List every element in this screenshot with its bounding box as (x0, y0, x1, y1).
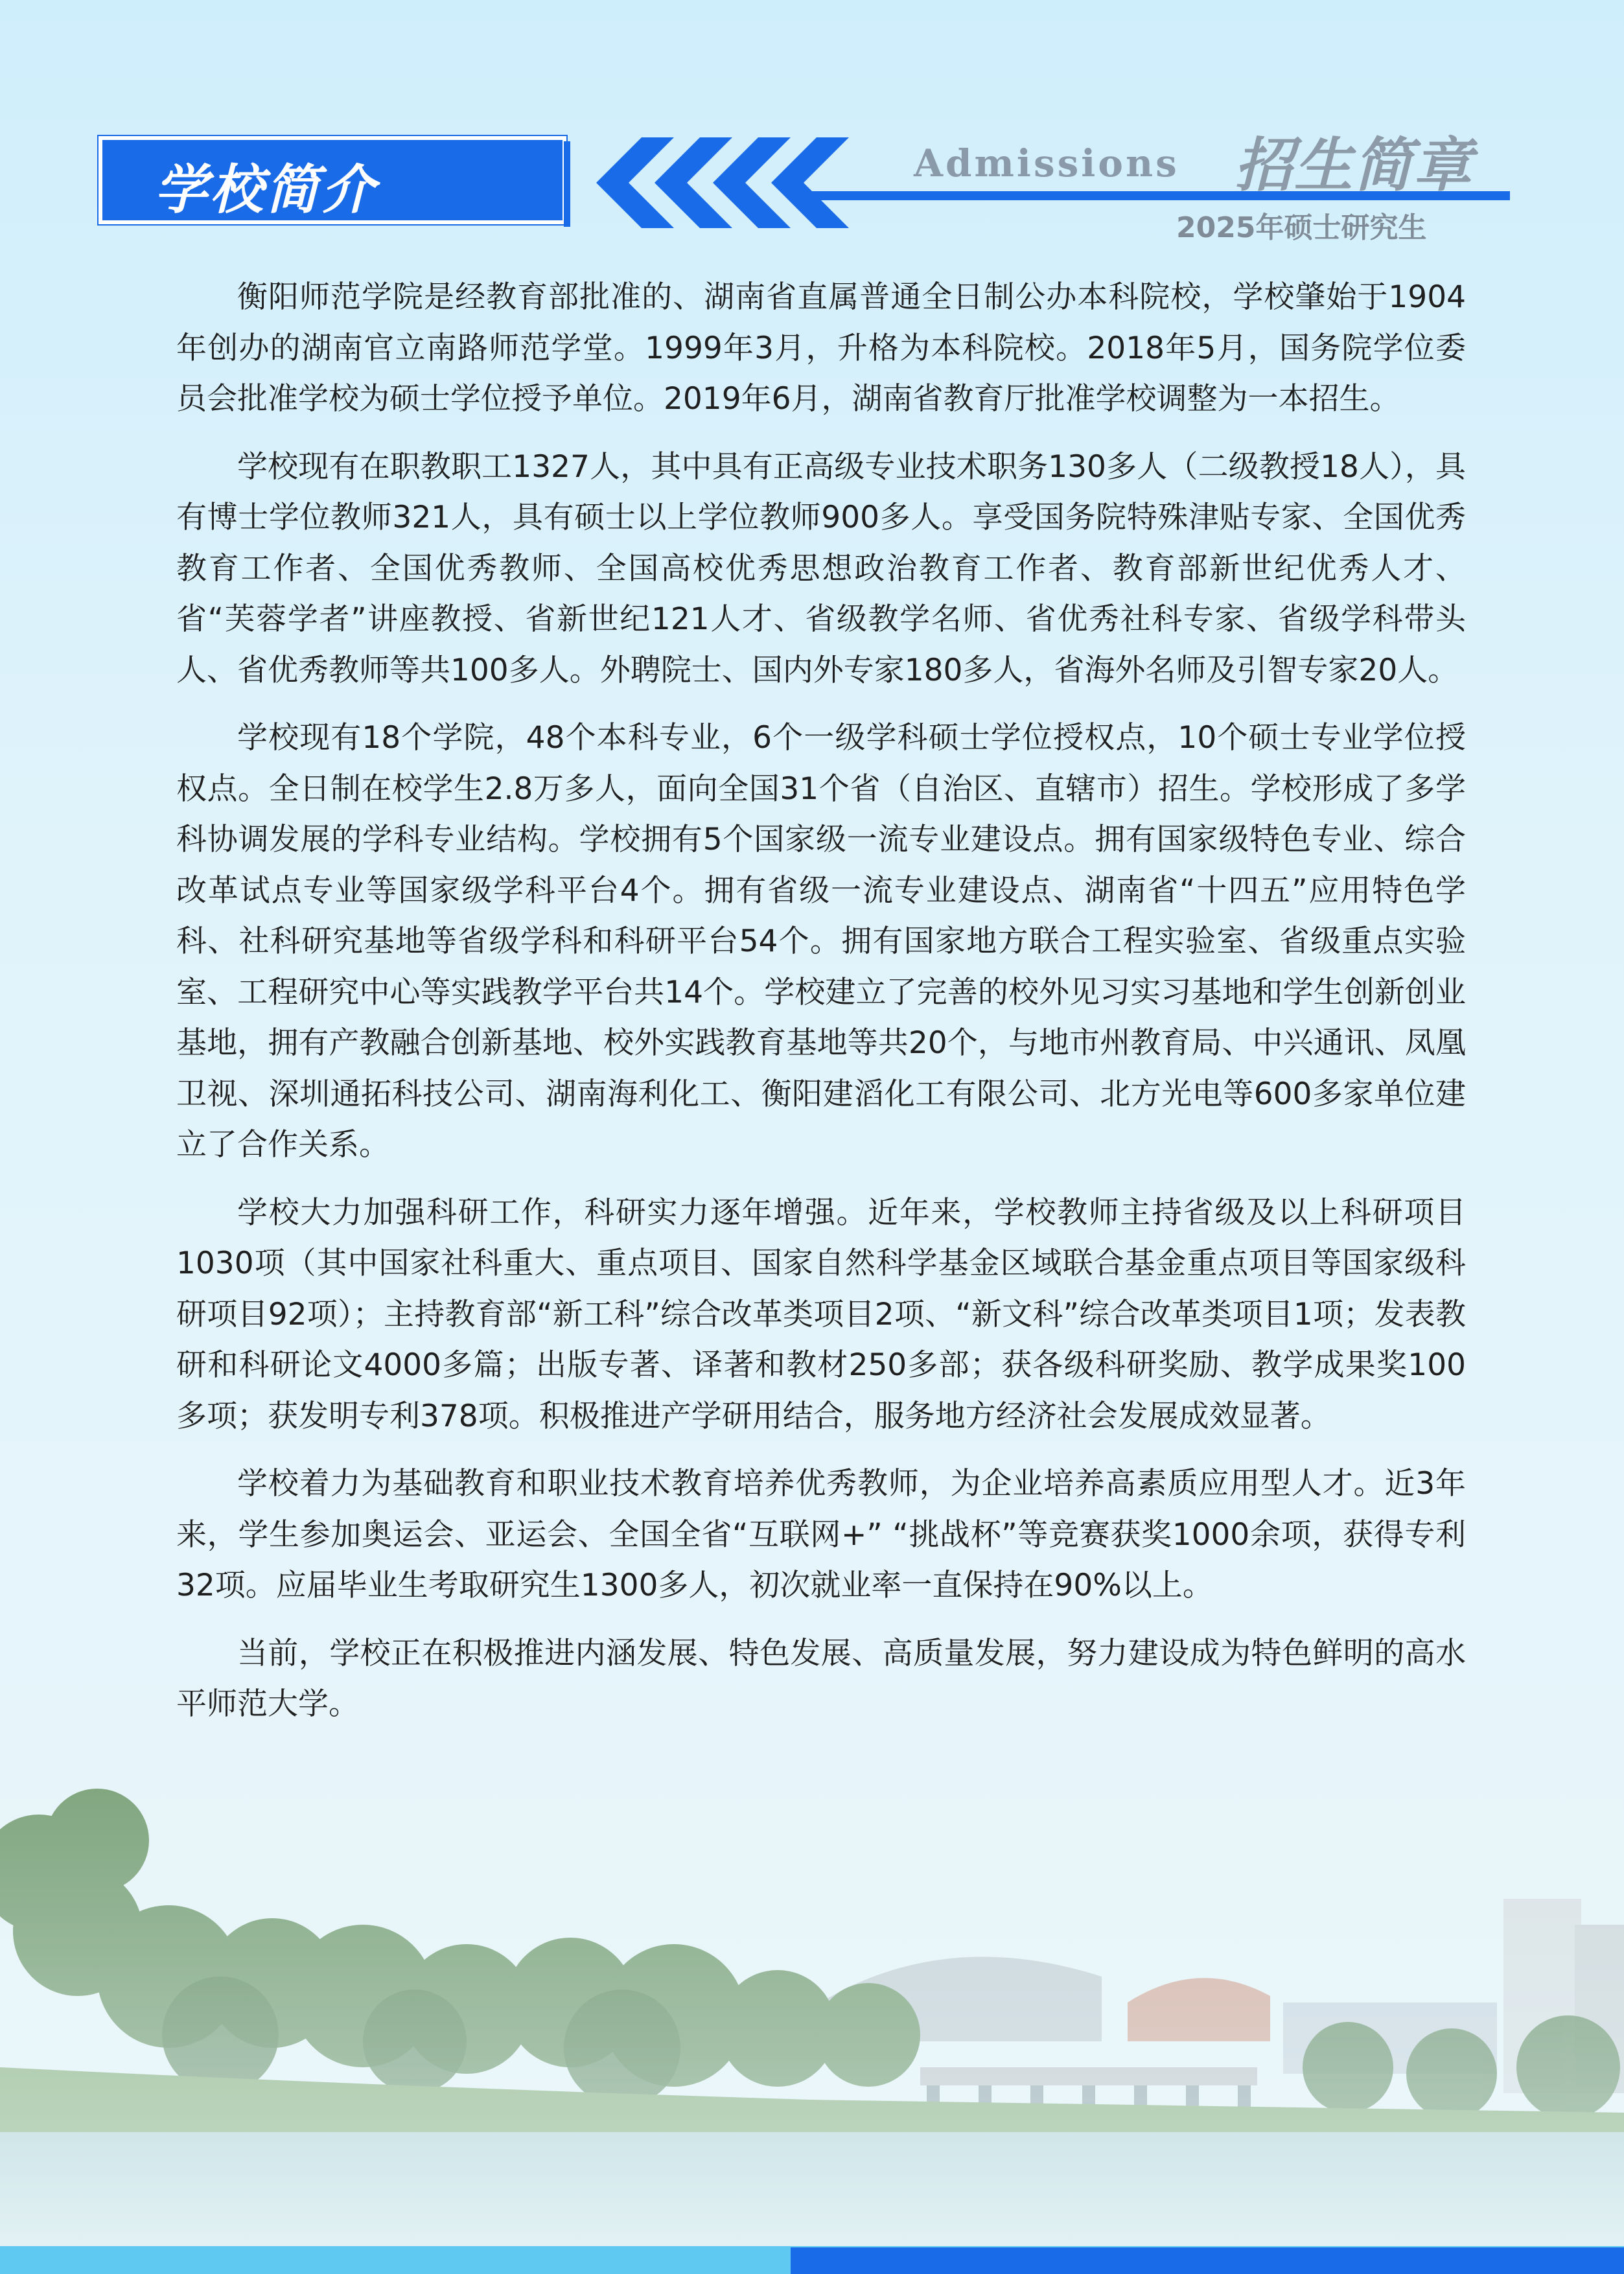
paragraph-faculty: 学校现有在职教职工1327人，其中具有正高级专业技术职务130多人（二级教授18人），具有博士学位教师321人，具有硕士以上学位教师900多人。享受国务院特殊津贴专家、全国优秀教育工作者、全国优秀教师、全国高校优秀思想政治教育工作者、教育部新世纪优秀人才、省“芙蓉学者”讲座教授、省新世纪121人才、省级教学名师、省优秀社科专家、省级学科带头人、省优秀教师等共100多人。外聘院士、国内外专家180多人，省海外名师及引智专家20人。 (176, 448, 1466, 688)
footer-strip-dark (791, 2247, 1624, 2274)
section-title: 学校简介 (154, 159, 377, 221)
campus-lake-scenery (0, 1763, 1624, 2255)
paragraph-outlook: 当前，学校正在积极推进内涵发展、特色发展、高质量发展，努力建设成为特色鲜明的高水平师范大学。 (176, 1635, 1466, 1722)
brand-chinese: 招生简章 (1235, 132, 1473, 200)
paragraph-research: 学校大力加强科研工作，科研实力逐年增强。近年来，学校教师主持省级及以上科研项目1030项（其中国家社科重大、重点项目、国家自然科学基金区域联合基金重点项目等国家级科研项目92项）；主持教育部“新工科”综合改革类项目2项、“新文科”综合改革类项目1项；发表教研和科研论文4000多篇；出版专著、译著和教材250多部；获各级科研奖励、教学成果奖100多项；获发明专利378项。积极推进产学研用结合，服务地方经济社会发展成效显著。 (176, 1194, 1466, 1434)
paragraph-programs: 学校现有18个学院，48个本科专业，6个一级学科硕士学位授权点，10个硕士专业学位授权点。全日制在校学生2.8万多人，面向全国31个省（自治区、直辖市）招生。学校形成了多学科协调发展的学科专业结构。学校拥有5个国家级一流专业建设点。拥有国家级特色专业、综合改革试点专业等国家级学科平台4个。拥有省级一流专业建设点、湖南省“十四五”应用特色学科、社科研究基地等省级学科和科研平台54个。拥有国家地方联合工程实验室、省级重点实验室、工程研究中心等实践教学平台共14个。学校建立了完善的校外见习实习基地和学生创新创业基地，拥有产教融合创新基地、校外实践教育基地等共20个，与地市州教育局、中兴通讯、凤凰卫视、深圳通拓科技公司、湖南海利化工、衡阳建滔化工有限公司、北方光电等600多家单位建立了合作关系。 (176, 720, 1466, 1163)
brochure-subtitle: 2025年硕士研究生 (1176, 211, 1427, 244)
section-title-tab-edge (564, 141, 570, 227)
brand-english: Admissions (914, 141, 1179, 185)
intro-body (176, 272, 1466, 1747)
section-title-tab (99, 136, 566, 224)
chevron-arrows-icon (596, 137, 894, 228)
paragraph-students: 学校着力为基础教育和职业技术教育培养优秀教师，为企业培养高素质应用型人才。近3年来，学生参加奥运会、亚运会、全国全省“互联网+” “挑战杯”等竞赛获奖1000余项，获得专利32项。应届毕业生考取研究生1300多人，初次就业率一直保持在90%以上。 (176, 1466, 1466, 1603)
paragraph-history: 衡阳师范学院是经教育部批准的、湖南省直属普通全日制公办本科院校，学校肇始于1904年创办的湖南官立南路师范学堂。1999年3月，升格为本科院校。2018年5月，国务院学位委员会批准学校为硕士学位授予单位。2019年6月，湖南省教育厅批准学校调整为一本招生。 (176, 279, 1466, 417)
